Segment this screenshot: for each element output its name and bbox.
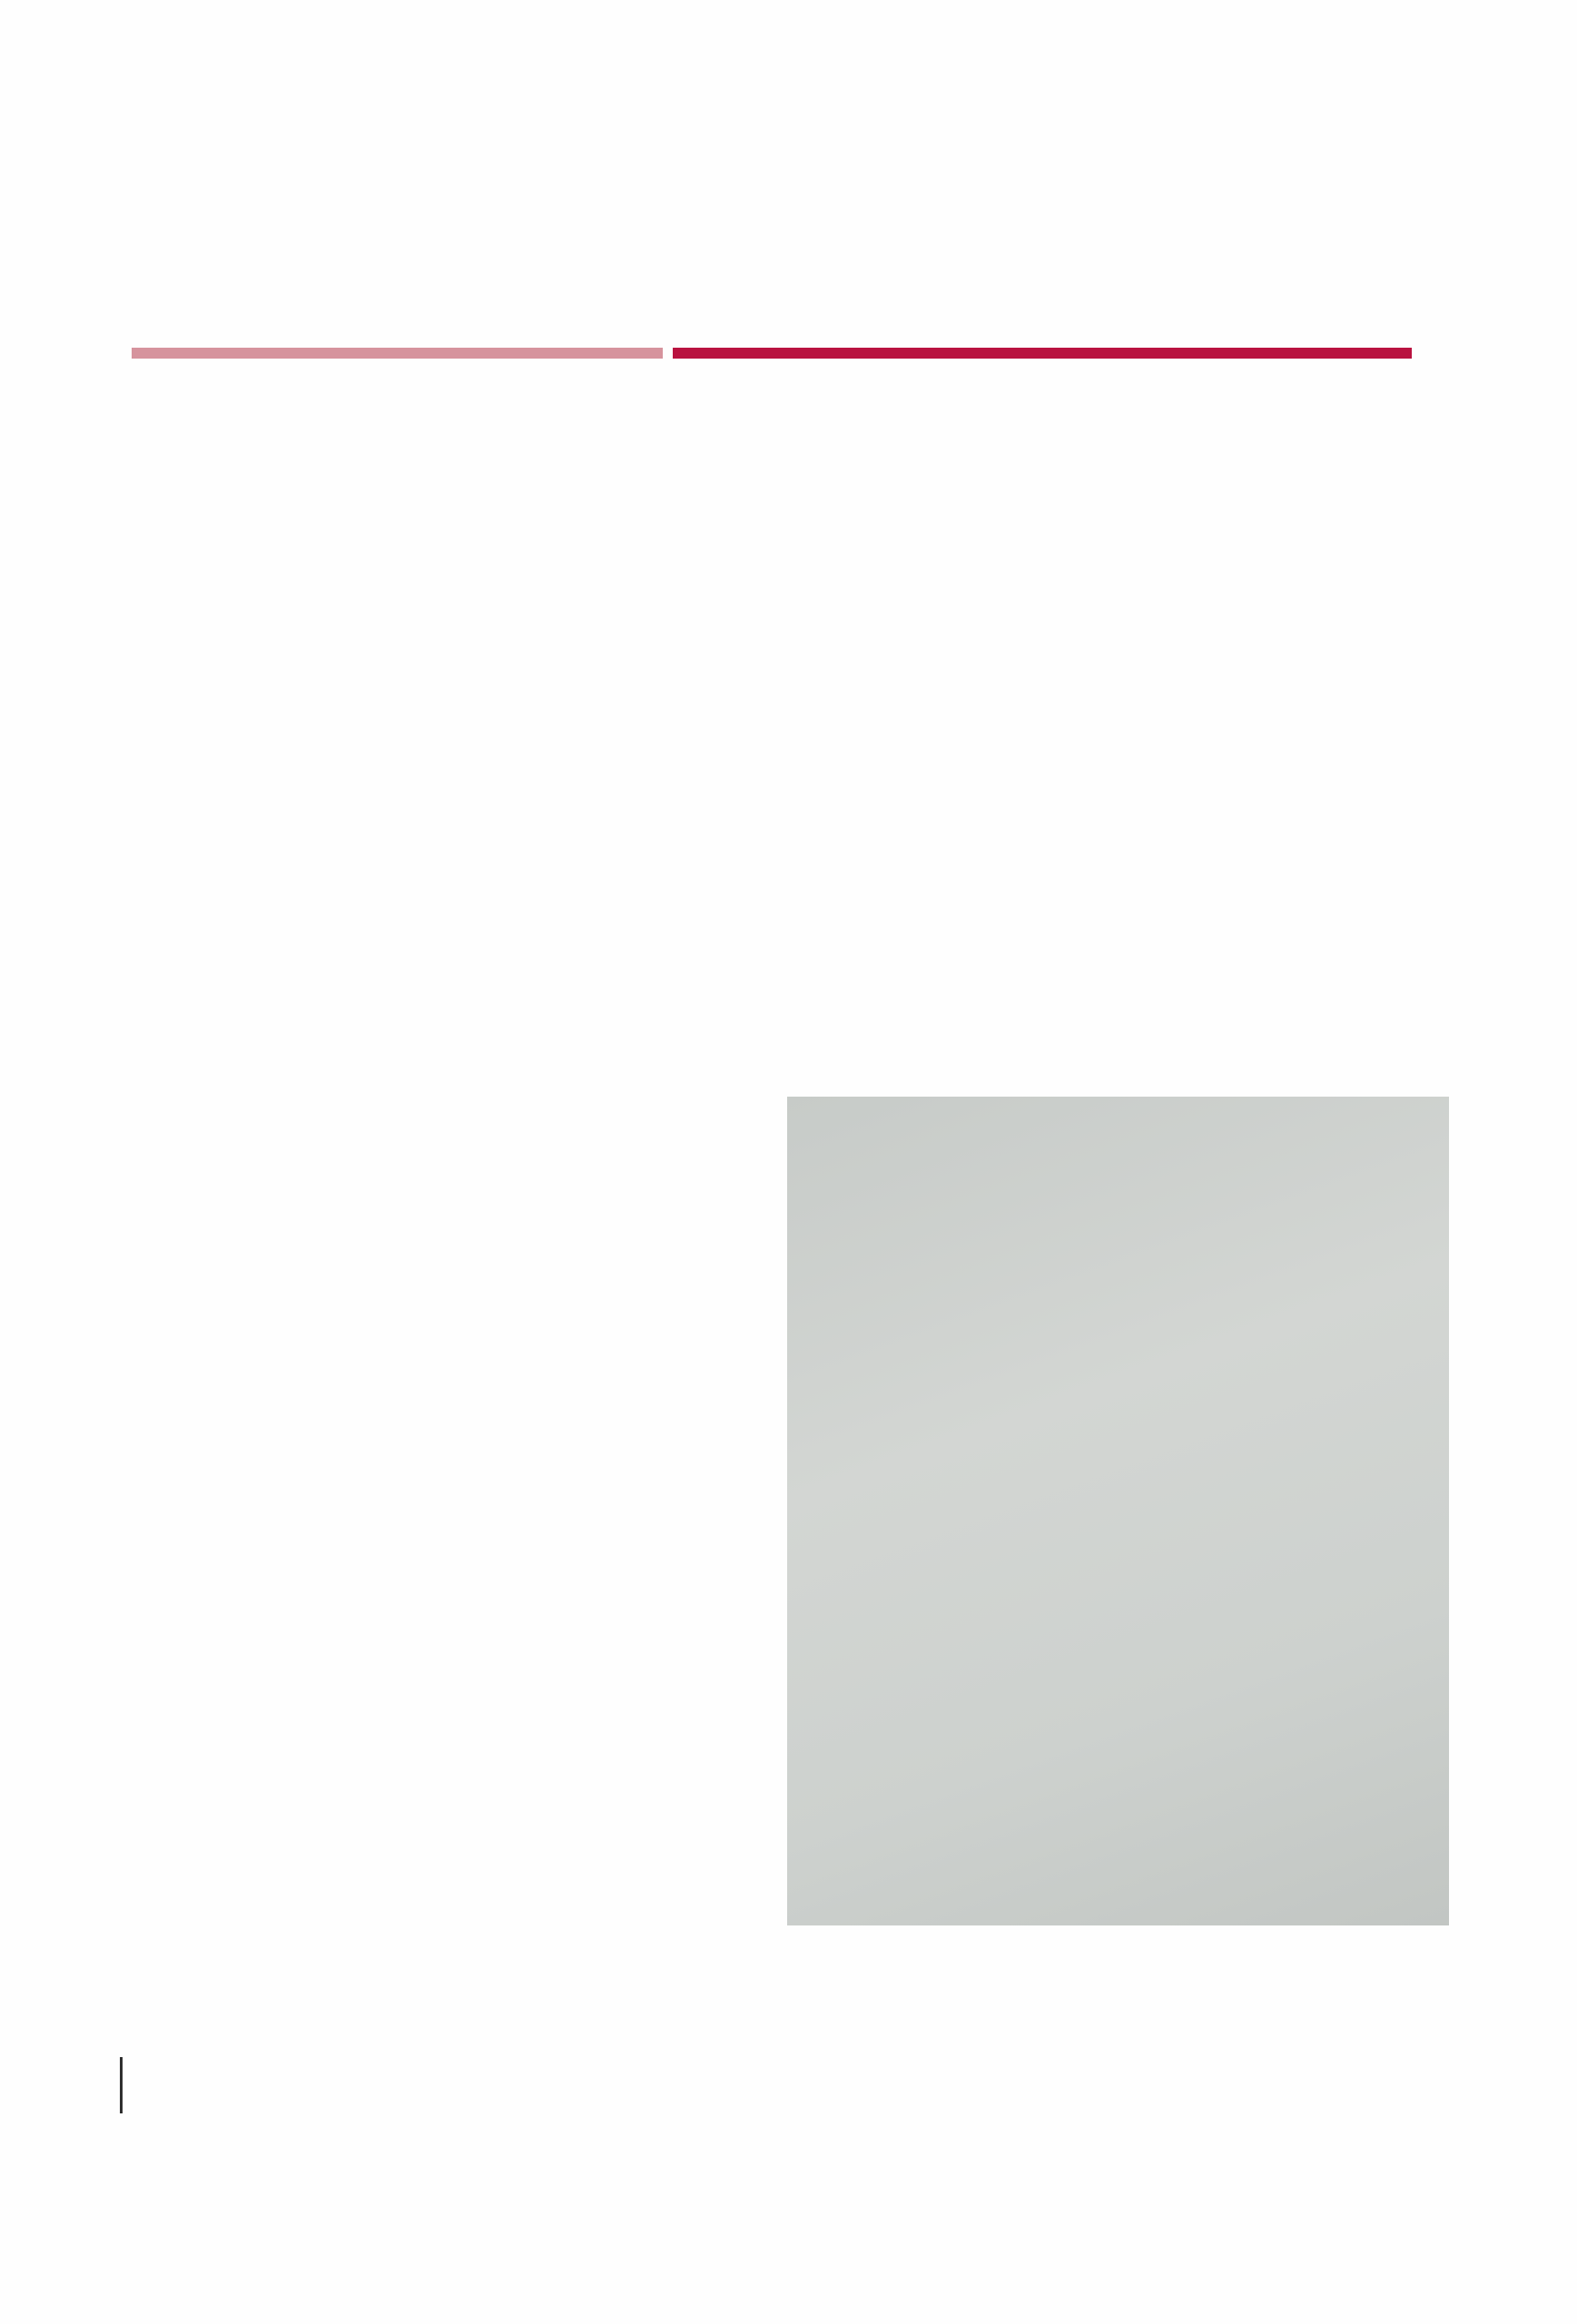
header-rule-dark xyxy=(673,348,1412,359)
footer-divider xyxy=(120,2057,123,2113)
left-column xyxy=(134,401,746,433)
right-column xyxy=(802,401,1412,433)
header-rule-light xyxy=(132,348,663,359)
chart-photo xyxy=(787,1097,1449,1925)
